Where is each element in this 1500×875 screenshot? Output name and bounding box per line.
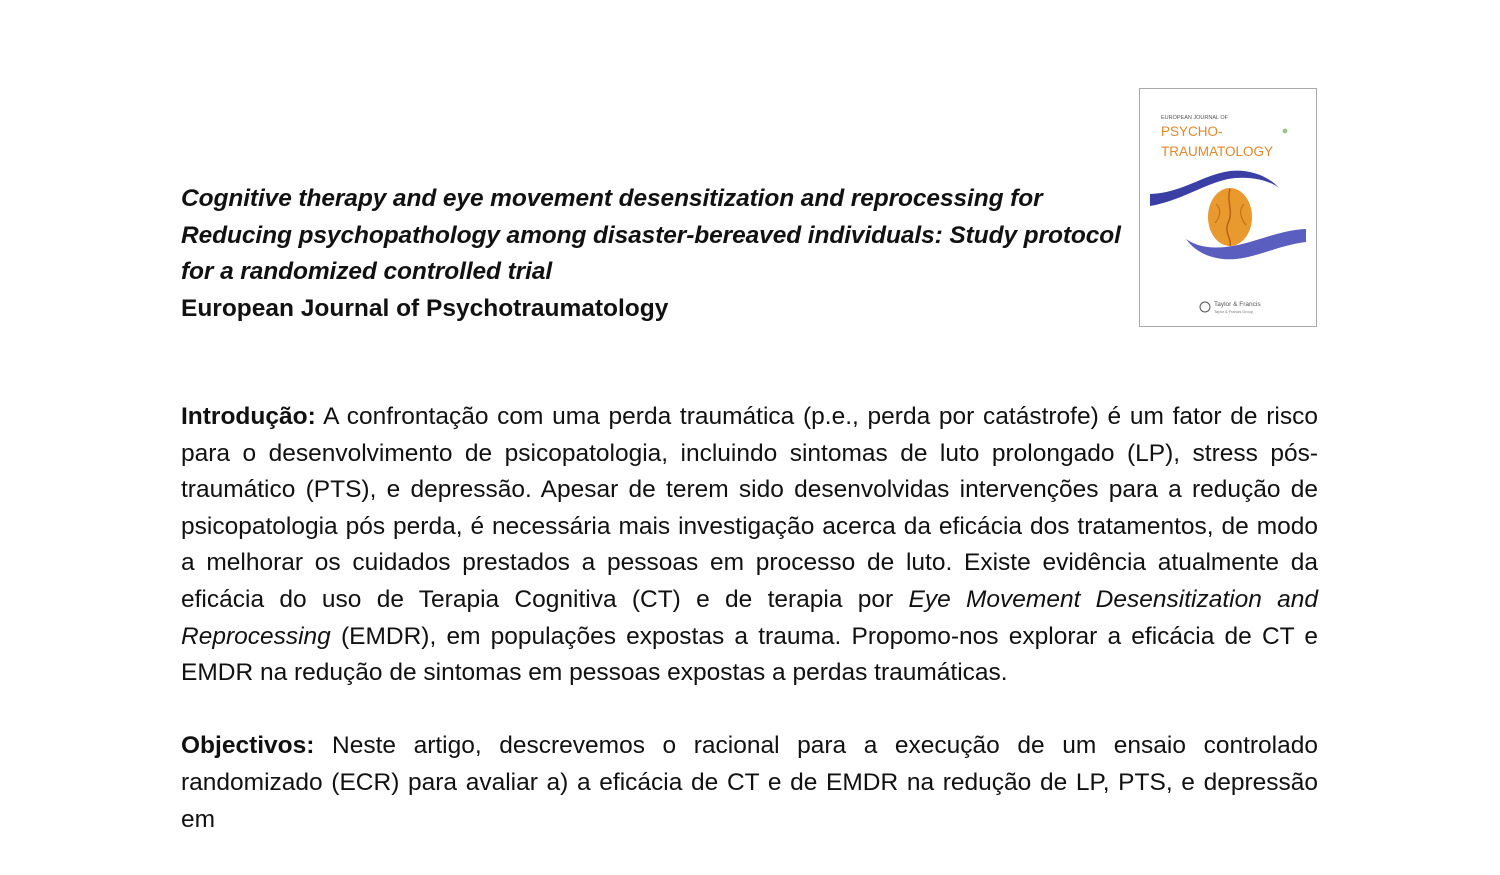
article-title-line-2: Reducing psychopathology among disaster-bereaved individuals: Study protocol [181, 221, 1121, 249]
abstract-body [181, 399, 1318, 875]
cover-badge-icon [1283, 129, 1288, 134]
objectives-label: Objectivos: [181, 732, 315, 760]
journal-name: European Journal of Psychotraumatology [181, 294, 669, 322]
journal-cover-image [1139, 88, 1317, 327]
intro-italic-term: Eye Movement Desensitization and Reprocessing [181, 585, 1318, 650]
intro-paragraph [181, 399, 1318, 692]
publisher-logo-icon [1200, 302, 1210, 312]
cover-publisher-sub: Taylor & Francis Group [1214, 310, 1253, 314]
cover-small-header: EUROPEAN JOURNAL OF [1161, 115, 1229, 121]
intro-text-2: (EMDR), em populações expostas a trauma. Propomo-nos explorar a eficácia de CT e EMDR na redução de sintomas em pessoas expostas a perdas traumáticas. [181, 622, 1318, 687]
journal-cover-graphic [1140, 89, 1316, 326]
article-title-line-3: for a randomized controlled trial [181, 258, 553, 286]
objectives-text: Neste artigo, descrevemos o racional para a execução de um ensaio controlado randomizado (ECR) para avaliar a) a eficácia de CT e de EMDR na redução de LP, PTS, e depressão em [181, 732, 1318, 833]
intro-label: Introdução: [181, 403, 316, 430]
article-title-line-1: Cognitive therapy and eye movement desensitization and reprocessing for [181, 185, 1043, 212]
cover-title-line-2: TRAUMATOLOGY [1161, 144, 1274, 159]
intro-text-1: A confrontação com uma perda traumática (p.e., perda por catástrofe) é um fator de risco para o desenvolvimento de psicopatologia, incluindo sintomas de luto prolongado (LP), stress pós-traumático (PTS), e depressão. Apesar de terem sido desenvolvidas intervenções para a redução de psicopatologia pós perda, é necessária mais investigação acerca da eficácia dos tratamentos, de modo a melhorar os cuidados prestados a pessoas em processo de luto. Existe evidência atualmente da eficácia do uso de Terapia Cognitiva (CT) e de terapia por [181, 403, 1318, 613]
cover-title-line-1: PSYCHO- [1161, 124, 1223, 139]
objectives-paragraph [181, 728, 1318, 838]
article-header [181, 181, 1121, 327]
cover-publisher: Taylor & Francis [1214, 301, 1261, 308]
